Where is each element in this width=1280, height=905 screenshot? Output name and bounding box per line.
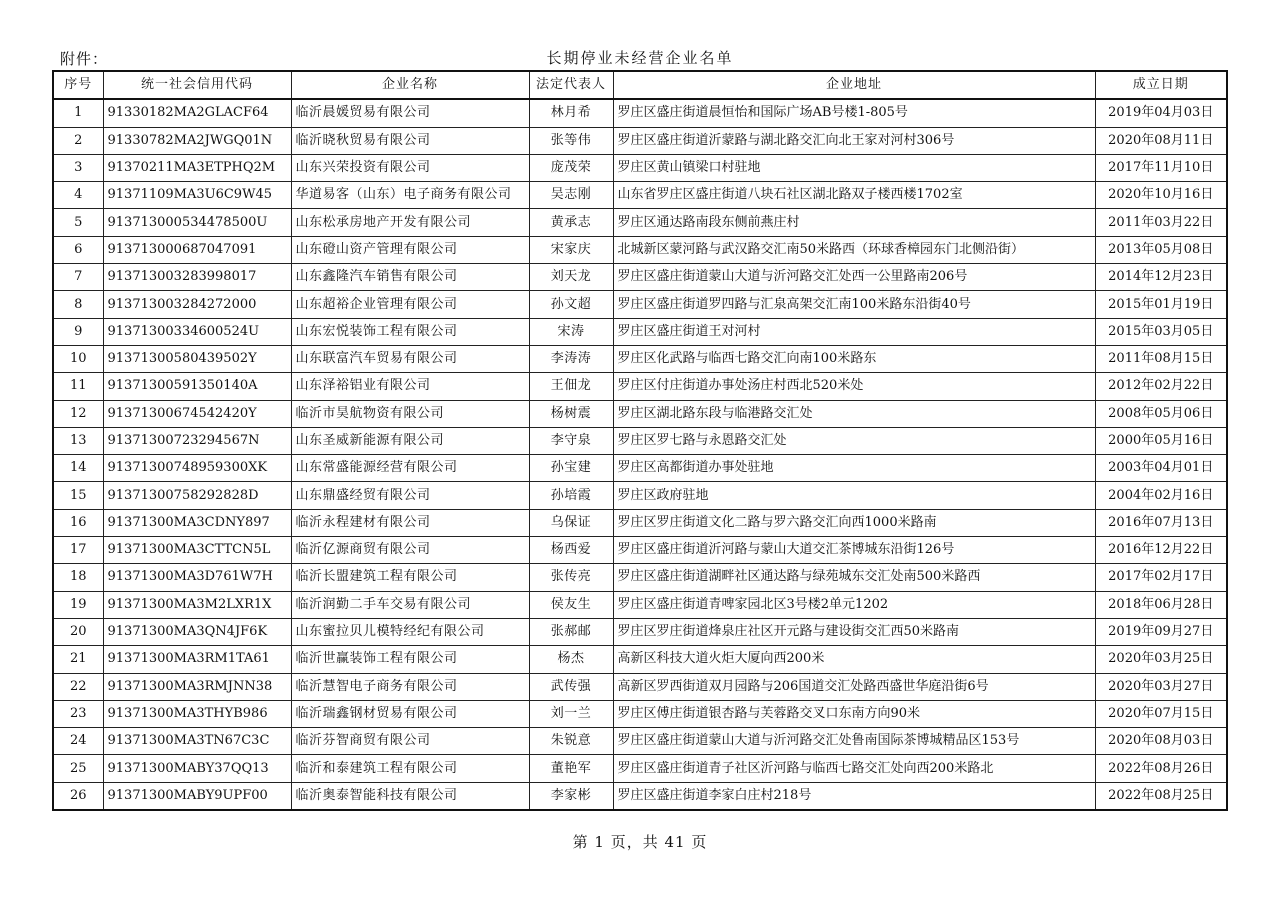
table-row	[53, 618, 1227, 645]
company-name-cell: 山东泽裕铝业有限公司	[291, 373, 529, 400]
table-row	[53, 99, 1227, 127]
table-body	[53, 99, 1227, 810]
legal-rep-cell: 武传强	[529, 673, 613, 700]
credit-code-cell: 91371300MA3D761W7H	[103, 564, 291, 591]
company-name-cell: 临沂世赢装饰工程有限公司	[291, 646, 529, 673]
legal-rep-cell: 庞茂荣	[529, 154, 613, 181]
company-name-cell: 山东超裕企业管理有限公司	[291, 291, 529, 318]
table-row	[53, 755, 1227, 782]
address-cell: 罗庄区盛庄街道王对河村	[613, 318, 1095, 345]
company-name-cell: 山东磴山资产管理有限公司	[291, 236, 529, 263]
established-date-cell: 2004年02月16日	[1095, 482, 1227, 509]
table-row	[53, 427, 1227, 454]
legal-rep-cell: 孙培霞	[529, 482, 613, 509]
credit-code-cell: 91371300580439502Y	[103, 345, 291, 372]
established-date-cell: 2016年07月13日	[1095, 509, 1227, 536]
credit-code-cell: 91371300MA3CTTCN5L	[103, 537, 291, 564]
table-row	[53, 728, 1227, 755]
table-row	[53, 182, 1227, 209]
legal-rep-cell: 林月希	[529, 99, 613, 127]
credit-code-cell: 91371300334600524U	[103, 318, 291, 345]
column-header-credit-code: 统一社会信用代码	[103, 71, 291, 99]
established-date-cell: 2020年07月15日	[1095, 700, 1227, 727]
row-number: 12	[53, 400, 103, 427]
established-date-cell: 2000年05月16日	[1095, 427, 1227, 454]
credit-code-cell: 91330782MA2JWGQ01N	[103, 127, 291, 154]
company-name-cell: 山东兴荣投资有限公司	[291, 154, 529, 181]
row-number: 22	[53, 673, 103, 700]
row-number: 19	[53, 591, 103, 618]
address-cell: 罗庄区傅庄街道银杏路与芙蓉路交叉口东南方向90米	[613, 700, 1095, 727]
established-date-cell: 2016年12月22日	[1095, 537, 1227, 564]
address-cell: 罗庄区盛庄街道蒙山大道与沂河路交汇处西一公里路南206号	[613, 264, 1095, 291]
credit-code-cell: 91371300MA3CDNY897	[103, 509, 291, 536]
established-date-cell: 2020年03月25日	[1095, 646, 1227, 673]
table-row	[53, 646, 1227, 673]
established-date-cell: 2020年08月11日	[1095, 127, 1227, 154]
credit-code-cell: 91371300MA3RM1TA61	[103, 646, 291, 673]
address-cell: 罗庄区盛庄街道青子社区沂河路与临西七路交汇处向西200米路北	[613, 755, 1095, 782]
company-name-cell: 山东鼎盛经贸有限公司	[291, 482, 529, 509]
table-header-row	[53, 71, 1227, 99]
address-cell: 罗庄区化武路与临西七路交汇向南100米路东	[613, 345, 1095, 372]
company-name-cell: 山东鑫隆汽车销售有限公司	[291, 264, 529, 291]
table-row	[53, 291, 1227, 318]
company-name-cell: 临沂市昊航物资有限公司	[291, 400, 529, 427]
legal-rep-cell: 王佃龙	[529, 373, 613, 400]
established-date-cell: 2017年11月10日	[1095, 154, 1227, 181]
established-date-cell: 2020年08月03日	[1095, 728, 1227, 755]
row-number: 2	[53, 127, 103, 154]
enterprise-list-table	[52, 70, 1228, 811]
table-row	[53, 591, 1227, 618]
legal-rep-cell: 朱锐意	[529, 728, 613, 755]
address-cell: 罗庄区盛庄街道沂蒙路与湖北路交汇向北王家对河村306号	[613, 127, 1095, 154]
row-number: 24	[53, 728, 103, 755]
address-cell: 罗庄区盛庄街道蒙山大道与沂河路交汇处鲁南国际茶博城精品区153号	[613, 728, 1095, 755]
credit-code-cell: 91371300758292828D	[103, 482, 291, 509]
row-number: 10	[53, 345, 103, 372]
legal-rep-cell: 杨西爱	[529, 537, 613, 564]
address-cell: 罗庄区付庄街道办事处汤庄村西北520米处	[613, 373, 1095, 400]
table-row	[53, 345, 1227, 372]
credit-code-cell: 91371300591350140A	[103, 373, 291, 400]
established-date-cell: 2003年04月01日	[1095, 455, 1227, 482]
established-date-cell: 2012年02月22日	[1095, 373, 1227, 400]
legal-rep-cell: 宋家庆	[529, 236, 613, 263]
address-cell: 罗庄区盛庄街道罗四路与汇泉高架交汇南100米路东沿街40号	[613, 291, 1095, 318]
established-date-cell: 2015年03月05日	[1095, 318, 1227, 345]
established-date-cell: 2018年06月28日	[1095, 591, 1227, 618]
credit-code-cell: 91371300MABY9UPF00	[103, 782, 291, 810]
credit-code-cell: 91371300748959300XK	[103, 455, 291, 482]
credit-code-cell: 913713000687047091	[103, 236, 291, 263]
legal-rep-cell: 张郝邮	[529, 618, 613, 645]
credit-code-cell: 913713003283998017	[103, 264, 291, 291]
table-row	[53, 373, 1227, 400]
table-row	[53, 236, 1227, 263]
address-cell: 罗庄区政府驻地	[613, 482, 1095, 509]
row-number: 4	[53, 182, 103, 209]
company-name-cell: 临沂奥泰智能科技有限公司	[291, 782, 529, 810]
row-number: 14	[53, 455, 103, 482]
table-row	[53, 482, 1227, 509]
legal-rep-cell: 宋涛	[529, 318, 613, 345]
legal-rep-cell: 杨杰	[529, 646, 613, 673]
legal-rep-cell: 李涛涛	[529, 345, 613, 372]
company-name-cell: 临沂晓秋贸易有限公司	[291, 127, 529, 154]
established-date-cell: 2015年01月19日	[1095, 291, 1227, 318]
address-cell: 罗庄区盛庄街道晨恒怡和国际广场AB号楼1-805号	[613, 99, 1095, 127]
row-number: 18	[53, 564, 103, 591]
legal-rep-cell: 孙宝建	[529, 455, 613, 482]
row-number: 17	[53, 537, 103, 564]
address-cell: 罗庄区盛庄街道青啤家园北区3号楼2单元1202	[613, 591, 1095, 618]
company-name-cell: 临沂慧智电子商务有限公司	[291, 673, 529, 700]
company-name-cell: 山东常盛能源经营有限公司	[291, 455, 529, 482]
row-number: 21	[53, 646, 103, 673]
address-cell: 罗庄区盛庄街道李家白庄村218号	[613, 782, 1095, 810]
established-date-cell: 2019年09月27日	[1095, 618, 1227, 645]
established-date-cell: 2019年04月03日	[1095, 99, 1227, 127]
row-number: 23	[53, 700, 103, 727]
legal-rep-cell: 刘天龙	[529, 264, 613, 291]
column-header-no: 序号	[53, 71, 103, 99]
credit-code-cell: 91371300MA3M2LXR1X	[103, 591, 291, 618]
address-cell: 山东省罗庄区盛庄街道八块石社区湖北路双子楼西楼1702室	[613, 182, 1095, 209]
address-cell: 北城新区蒙河路与武汉路交汇南50米路西（环球香樟园东门北侧沿街）	[613, 236, 1095, 263]
company-name-cell: 山东宏悦装饰工程有限公司	[291, 318, 529, 345]
address-cell: 罗庄区罗七路与永恩路交汇处	[613, 427, 1095, 454]
established-date-cell: 2020年10月16日	[1095, 182, 1227, 209]
table-row	[53, 127, 1227, 154]
credit-code-cell: 91371109MA3U6C9W45	[103, 182, 291, 209]
table-row	[53, 673, 1227, 700]
row-number: 9	[53, 318, 103, 345]
company-name-cell: 临沂长盟建筑工程有限公司	[291, 564, 529, 591]
company-name-cell: 山东圣威新能源有限公司	[291, 427, 529, 454]
established-date-cell: 2013年05月08日	[1095, 236, 1227, 263]
address-cell: 罗庄区黄山镇梁口村驻地	[613, 154, 1095, 181]
credit-code-cell: 91371300MA3QN4JF6K	[103, 618, 291, 645]
established-date-cell: 2020年03月27日	[1095, 673, 1227, 700]
table-row	[53, 318, 1227, 345]
document-title: 长期停业未经营企业名单	[546, 49, 734, 67]
row-number: 15	[53, 482, 103, 509]
credit-code-cell: 91371300MA3THYB986	[103, 700, 291, 727]
company-name-cell: 临沂晨媛贸易有限公司	[291, 99, 529, 127]
established-date-cell: 2017年02月17日	[1095, 564, 1227, 591]
company-name-cell: 临沂亿源商贸有限公司	[291, 537, 529, 564]
column-header-company-name: 企业名称	[291, 71, 529, 99]
legal-rep-cell: 黄承志	[529, 209, 613, 236]
legal-rep-cell: 孙文超	[529, 291, 613, 318]
established-date-cell: 2011年08月15日	[1095, 345, 1227, 372]
row-number: 3	[53, 154, 103, 181]
credit-code-cell: 91371300674542420Y	[103, 400, 291, 427]
credit-code-cell: 91371300723294567N	[103, 427, 291, 454]
credit-code-cell: 913713003284272000	[103, 291, 291, 318]
address-cell: 罗庄区罗庄街道烽泉庄社区开元路与建设街交汇西50米路南	[613, 618, 1095, 645]
column-header-legal-rep: 法定代表人	[529, 71, 613, 99]
company-name-cell: 山东蜜拉贝儿模特经纪有限公司	[291, 618, 529, 645]
address-cell: 罗庄区通达路南段东侧前燕庄村	[613, 209, 1095, 236]
row-number: 6	[53, 236, 103, 263]
company-name-cell: 华道易客（山东）电子商务有限公司	[291, 182, 529, 209]
credit-code-cell: 913713000534478500U	[103, 209, 291, 236]
credit-code-cell: 91371300MABY37QQ13	[103, 755, 291, 782]
legal-rep-cell: 杨树震	[529, 400, 613, 427]
address-cell: 罗庄区盛庄街道沂河路与蒙山大道交汇茶博城东沿街126号	[613, 537, 1095, 564]
legal-rep-cell: 吴志刚	[529, 182, 613, 209]
credit-code-cell: 91370211MA3ETPHQ2M	[103, 154, 291, 181]
row-number: 11	[53, 373, 103, 400]
established-date-cell: 2011年03月22日	[1095, 209, 1227, 236]
established-date-cell: 2008年05月06日	[1095, 400, 1227, 427]
company-name-cell: 临沂和泰建筑工程有限公司	[291, 755, 529, 782]
company-name-cell: 临沂芬智商贸有限公司	[291, 728, 529, 755]
company-name-cell: 临沂永程建材有限公司	[291, 509, 529, 536]
row-number: 16	[53, 509, 103, 536]
page-footer-pagination: 第 1 页，共 41 页	[572, 833, 708, 851]
address-cell: 高新区罗西街道双月园路与206国道交汇处路西盛世华庭沿街6号	[613, 673, 1095, 700]
company-name-cell: 山东松承房地产开发有限公司	[291, 209, 529, 236]
legal-rep-cell: 李家彬	[529, 782, 613, 810]
table-row	[53, 154, 1227, 181]
company-name-cell: 临沂润勤二手车交易有限公司	[291, 591, 529, 618]
established-date-cell: 2022年08月26日	[1095, 755, 1227, 782]
address-cell: 罗庄区罗庄街道文化二路与罗六路交汇向西1000米路南	[613, 509, 1095, 536]
table-row	[53, 782, 1227, 810]
row-number: 26	[53, 782, 103, 810]
table-row	[53, 537, 1227, 564]
established-date-cell: 2014年12月23日	[1095, 264, 1227, 291]
legal-rep-cell: 乌保证	[529, 509, 613, 536]
credit-code-cell: 91371300MA3RMJNN38	[103, 673, 291, 700]
table-row	[53, 455, 1227, 482]
row-number: 7	[53, 264, 103, 291]
table-row	[53, 564, 1227, 591]
established-date-cell: 2022年08月25日	[1095, 782, 1227, 810]
legal-rep-cell: 李守泉	[529, 427, 613, 454]
address-cell: 罗庄区高都街道办事处驻地	[613, 455, 1095, 482]
table-row	[53, 700, 1227, 727]
attachment-label: 附件：	[60, 50, 109, 68]
table-row	[53, 400, 1227, 427]
row-number: 20	[53, 618, 103, 645]
table-row	[53, 509, 1227, 536]
legal-rep-cell: 董艳军	[529, 755, 613, 782]
row-number: 1	[53, 99, 103, 127]
credit-code-cell: 91371300MA3TN67C3C	[103, 728, 291, 755]
company-name-cell: 山东联富汽车贸易有限公司	[291, 345, 529, 372]
table-row	[53, 264, 1227, 291]
row-number: 25	[53, 755, 103, 782]
legal-rep-cell: 张等伟	[529, 127, 613, 154]
credit-code-cell: 91330182MA2GLACF64	[103, 99, 291, 127]
address-cell: 罗庄区盛庄街道湖畔社区通达路与绿苑城东交汇处南500米路西	[613, 564, 1095, 591]
address-cell: 罗庄区湖北路东段与临港路交汇处	[613, 400, 1095, 427]
row-number: 13	[53, 427, 103, 454]
company-name-cell: 临沂瑞鑫钢材贸易有限公司	[291, 700, 529, 727]
legal-rep-cell: 刘一兰	[529, 700, 613, 727]
address-cell: 高新区科技大道火炬大厦向西200米	[613, 646, 1095, 673]
column-header-established-date: 成立日期	[1095, 71, 1227, 99]
row-number: 8	[53, 291, 103, 318]
legal-rep-cell: 张传亮	[529, 564, 613, 591]
row-number: 5	[53, 209, 103, 236]
column-header-address: 企业地址	[613, 71, 1095, 99]
table-row	[53, 209, 1227, 236]
legal-rep-cell: 侯友生	[529, 591, 613, 618]
